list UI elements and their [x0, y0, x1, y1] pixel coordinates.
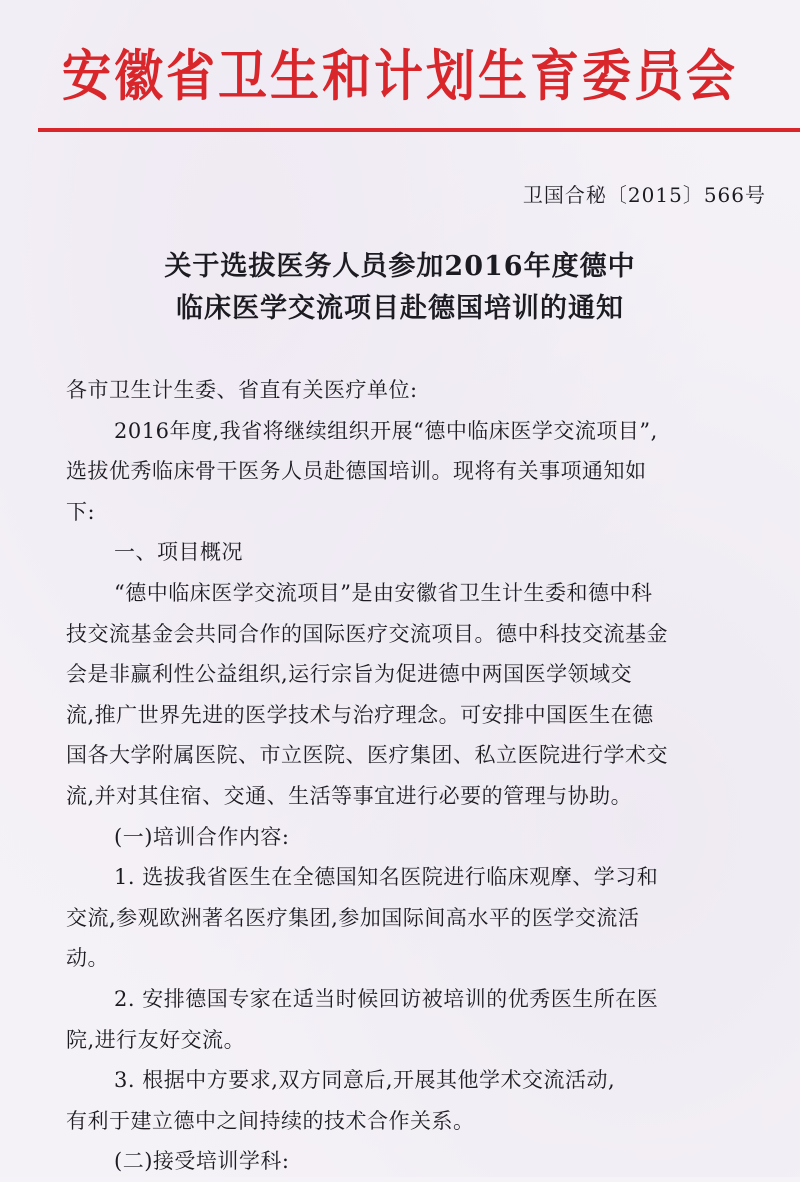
item-1-line: 1. 选拔我省医生在全德国知名医院进行临床观摩、学习和 [114, 865, 659, 890]
item-1-line: 动。 [66, 946, 109, 971]
title-line-1: 关于选拔医务人员参加2016年度德中 [164, 251, 636, 282]
subsection-2-heading: (二)接受培训学科: [114, 1149, 290, 1174]
agency-header: 安徽省卫生和计划生育委员会 [61, 44, 738, 109]
intro-line: 下: [66, 499, 96, 524]
header-red-rule [38, 128, 800, 132]
item-3-line: 有利于建立德中之间持续的技术合作关系。 [66, 1108, 475, 1133]
item-2-line: 院,进行友好交流。 [66, 1027, 246, 1052]
document-body [66, 370, 774, 1182]
document-title [0, 246, 800, 330]
section-1-line: “德中临床医学交流项目”是由安徽省卫生计生委和德中科 [114, 580, 653, 605]
item-1-line: 交流,参观欧洲著名医疗集团,参加国际间高水平的医学交流活 [66, 905, 640, 930]
section-1-line: 国各大学附属医院、市立医院、医疗集团、私立医院进行学术交 [66, 743, 668, 768]
document-number: 卫国合秘〔2015〕566号 [522, 183, 766, 207]
section-1-heading: 一、项目概况 [114, 540, 243, 565]
item-3-line: 3. 根据中方要求,双方同意后,开展其他学术交流活动, [114, 1068, 616, 1093]
item-2-line: 2. 安排德国专家在适当时候回访被培训的优秀医生所在医 [114, 986, 659, 1011]
section-1-line: 流,并对其住宿、交通、生活等事宜进行必要的管理与协助。 [66, 783, 633, 808]
subsection-1-heading: (一)培训合作内容: [114, 824, 290, 849]
intro-line: 选拔优秀临床骨干医务人员赴德国培训。现将有关事项通知如 [66, 459, 647, 484]
title-line-2: 临床医学交流项目赴德国培训的通知 [176, 293, 624, 324]
salutation: 各市卫生计生委、省直有关医疗单位: [66, 378, 418, 402]
section-1-line: 技交流基金会共同合作的国际医疗交流项目。德中科技交流基金 [66, 621, 668, 646]
section-1-line: 流,推广世界先进的医学技术与治疗理念。可安排中国医生在德 [66, 702, 654, 727]
intro-line: 2016年度,我省将继续组织开展“德中临床医学交流项目”, [114, 418, 658, 443]
section-1-line: 会是非赢利性公益组织,运行宗旨为促进德中两国医学领域交 [66, 662, 633, 687]
